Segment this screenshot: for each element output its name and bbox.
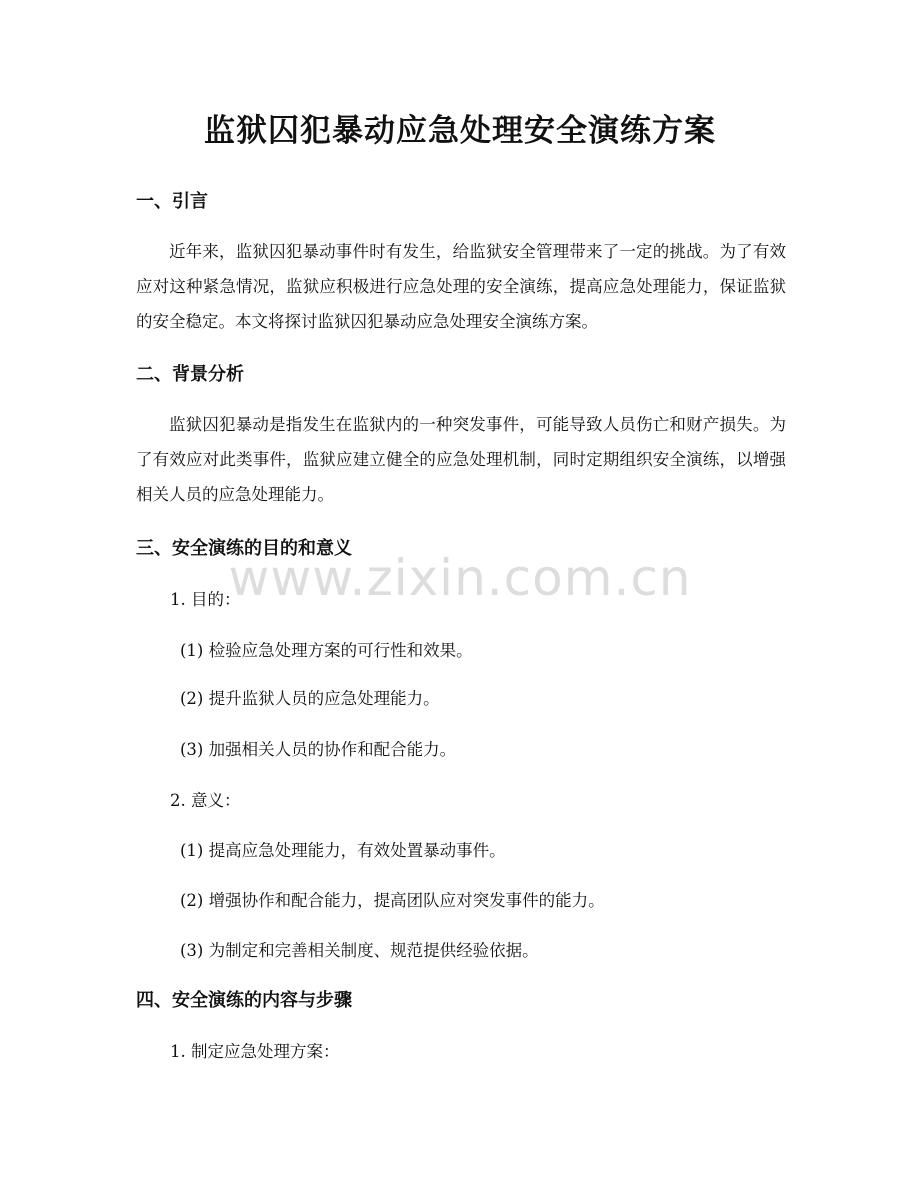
meaning-item: (3) 为制定和完善相关制度、规范提供经验依据。 [180, 941, 539, 960]
section-heading-intro: 一、引言 [136, 191, 208, 212]
goal-item: (2) 提升监狱人员的应急处理能力。 [180, 689, 440, 708]
meaning-item: (1) 提高应急处理能力，有效处置暴动事件。 [180, 841, 506, 860]
meaning-item: (2) 增强协作和配合能力，提高团队应对突发事件的能力。 [180, 891, 605, 910]
goal-item: (3) 加强相关人员的协作和配合能力。 [180, 740, 457, 759]
document-title: 监狱囚犯暴动应急处理安全演练方案 [204, 113, 716, 149]
goal-label: 1. 目的： [170, 590, 241, 609]
section-heading-purpose: 三、安全演练的目的和意义 [136, 538, 352, 559]
watermark: www.zixin.com.cn [228, 549, 692, 607]
meaning-label: 2. 意义： [170, 791, 241, 810]
step-item: 1. 制定应急处理方案： [170, 1042, 340, 1061]
section-heading-background: 二、背景分析 [136, 364, 244, 385]
background-paragraph: 监狱囚犯暴动是指发生在监狱内的一种突发事件，可能导致人员伤亡和财产损失。为了有效应对此类事件，监狱应建立健全的应急处理机制，同时定期组织安全演练，以增强相关人员的应急处理能力。 [136, 415, 786, 504]
intro-paragraph: 近年来，监狱囚犯暴动事件时有发生，给监狱安全管理带来了一定的挑战。为了有效应对这种紧急情况，监狱应积极进行应急处理的安全演练，提高应急处理能力，保证监狱的安全稳定。本文将探讨监狱囚犯暴动应急处理安全演练方案。 [136, 242, 786, 331]
goal-item: (1) 检验应急处理方案的可行性和效果。 [180, 641, 473, 660]
section-heading-content: 四、安全演练的内容与步骤 [136, 990, 352, 1011]
